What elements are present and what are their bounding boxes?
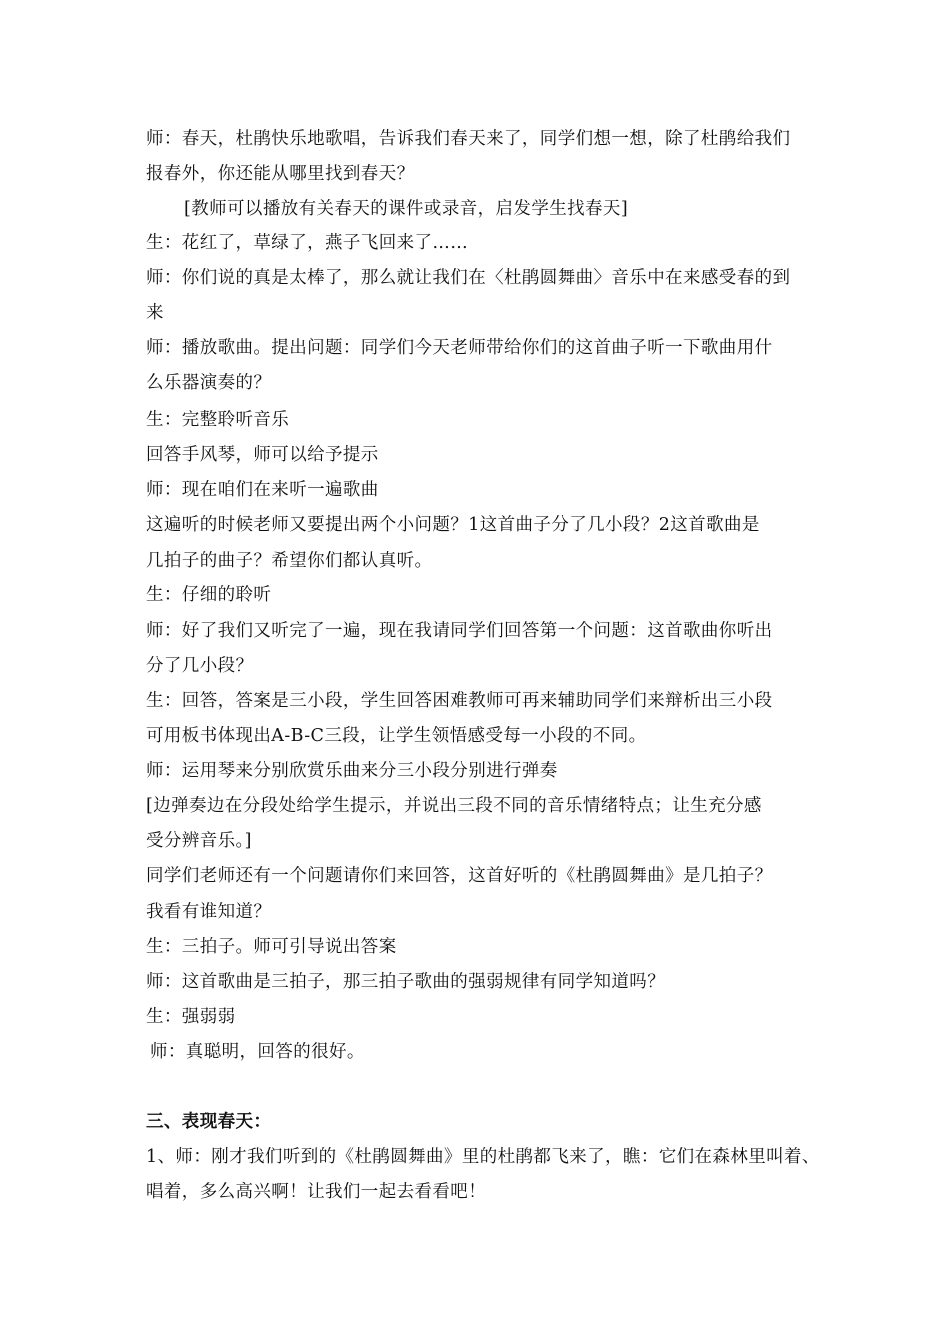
section-heading: 三、表现春天： <box>146 1112 272 1132</box>
text-line: 生：仔细的聆听 <box>146 585 272 605</box>
text-line: 唱着，多么高兴啊！让我们一起去看看吧！ <box>146 1182 487 1202</box>
text-line: 师：好了我们又听完了一遍，现在我请同学们回答第一个问题：这首歌曲你听出 <box>146 621 773 641</box>
text-line: 可用板书体现出A-B-C三段，让学生领悟感受每一小段的不同。 <box>146 726 647 746</box>
text-line: 来 <box>146 303 164 323</box>
text-line: 师：这首歌曲是三拍子，那三拍子歌曲的强弱规律有同学知道吗？ <box>146 972 666 992</box>
text-line: [边弹奏边在分段处给学生提示，并说出三段不同的音乐情绪特点；让生充分感 <box>146 796 762 816</box>
text-line: 我看有谁知道？ <box>146 902 272 922</box>
text-line: 师：你们说的真是太棒了，那么就让我们在〈杜鹃圆舞曲〉音乐中在来感受春的到 <box>146 268 791 288</box>
text-line: 分了几小段？ <box>146 656 254 676</box>
text-line: 师：播放歌曲。提出问题：同学们今天老师带给你们的这首曲子听一下歌曲用什 <box>146 338 773 358</box>
text-line: 师：运用琴来分别欣赏乐曲来分三小段分别进行弹奏 <box>146 761 558 781</box>
text-line: [教师可以播放有关春天的课件或录音，启发学生找春天] <box>184 199 629 219</box>
text-line: 生：三拍子。师可引导说出答案 <box>146 937 397 957</box>
text-line: 几拍子的曲子？希望你们都认真听。 <box>146 551 433 571</box>
text-line: 回答手风琴，师可以给予提示 <box>146 445 379 465</box>
text-line: 报春外，你还能从哪里找到春天？ <box>146 164 415 184</box>
text-line: 1、师：刚才我们听到的《杜鹃圆舞曲》里的杜鹃都飞来了，瞧：它们在森林里叫着、 <box>146 1147 820 1167</box>
text-line: 生：回答，答案是三小段，学生回答困难教师可再来辅助同学们来辩析出三小段 <box>146 691 773 711</box>
text-line: 受分辨音乐。] <box>146 831 252 851</box>
text-line: 生：强弱弱 <box>146 1007 236 1027</box>
text-line: 生：完整聆听音乐 <box>146 410 290 430</box>
text-line: 师：春天，杜鹃快乐地歌唱，告诉我们春天来了，同学们想一想，除了杜鹃给我们 <box>146 129 791 149</box>
text-line: 生：花红了，草绿了，燕子飞回来了…… <box>146 233 469 253</box>
text-line: 么乐器演奏的？ <box>146 373 272 393</box>
text-line: 师：真聪明，回答的很好。 <box>150 1042 365 1062</box>
text-line: 这遍听的时候老师又要提出两个小问题？1这首曲子分了几小段？2这首歌曲是 <box>146 515 760 535</box>
text-line: 同学们老师还有一个问题请你们来回答，这首好听的《杜鹃圆舞曲》是几拍子？ <box>146 866 773 886</box>
text-line: 师：现在咱们在来听一遍歌曲 <box>146 480 379 500</box>
